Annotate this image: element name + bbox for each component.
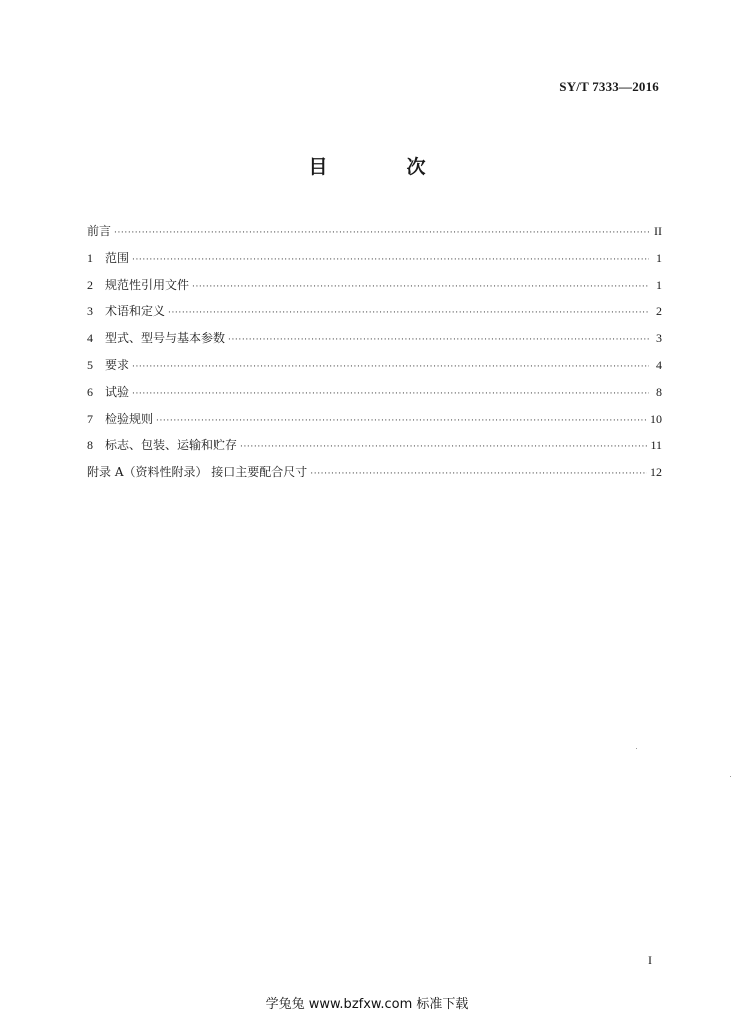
toc-entry-text: 范围 xyxy=(105,250,130,265)
toc-entry-3[interactable] xyxy=(87,298,662,325)
toc-entry-page: 2 xyxy=(656,304,662,319)
toc-entry-text: 标志、包装、运输和贮存 xyxy=(105,438,238,453)
toc-leader-dots xyxy=(156,408,647,435)
toc-entry-page: 4 xyxy=(656,357,662,372)
toc-entry-2[interactable] xyxy=(87,272,662,299)
toc-leader-dots xyxy=(114,220,649,247)
toc-entry-page: 11 xyxy=(650,438,662,453)
toc-entry-text: 型式、型号与基本参数 xyxy=(105,331,226,346)
scan-speck xyxy=(730,776,731,777)
toc-entry-page: 1 xyxy=(656,250,662,265)
toc-entry-page: II xyxy=(654,224,662,238)
toc-entry-number: 8 xyxy=(87,438,93,453)
toc-entry-foreword[interactable] xyxy=(87,218,662,245)
toc-entry-8[interactable] xyxy=(87,432,662,459)
toc-entry-number: 1 xyxy=(87,250,93,265)
toc-entry-page: 8 xyxy=(656,384,662,399)
toc-entry-number: 3 xyxy=(87,304,93,319)
toc-leader-dots xyxy=(132,381,649,408)
toc-entry-text: 要求 xyxy=(105,357,130,372)
toc-entry-page: 12 xyxy=(650,465,662,480)
toc-entry-6[interactable] xyxy=(87,379,662,406)
toc-leader-dots xyxy=(168,300,649,327)
toc-leader-dots xyxy=(132,247,649,274)
toc-entry-text: 试验 xyxy=(105,384,130,399)
toc-leader-dots xyxy=(192,274,649,301)
toc-entry-number: 6 xyxy=(87,384,93,399)
toc-entry-number: 5 xyxy=(87,357,93,372)
toc-entry-7[interactable] xyxy=(87,406,662,433)
toc-entry-text: 术语和定义 xyxy=(105,304,166,319)
toc-entry-text: 规范性引用文件 xyxy=(105,277,190,292)
toc-entry-5[interactable] xyxy=(87,352,662,379)
toc-entry-number: 4 xyxy=(87,331,93,346)
page-title: 目 次 xyxy=(308,156,456,178)
toc-entry-text: 前言 xyxy=(87,224,112,238)
toc-leader-dots xyxy=(310,461,647,488)
toc-leader-dots xyxy=(240,434,647,461)
watermark-text: 学兔兔 www.bzfxw.com 标准下载 xyxy=(265,997,469,1012)
toc-entry-number: 7 xyxy=(87,411,93,426)
toc-entry-appendix-a[interactable] xyxy=(87,459,662,486)
toc-entry-page: 3 xyxy=(656,331,662,346)
toc-entry-page: 1 xyxy=(656,277,662,292)
toc-leader-dots xyxy=(132,354,649,381)
toc-entry-1[interactable] xyxy=(87,245,662,272)
scan-speck xyxy=(636,748,637,749)
standard-number: SY/T 7333—2016 xyxy=(559,79,659,94)
page-number: I xyxy=(648,953,652,967)
toc-entry-text: 检验规则 xyxy=(105,411,154,426)
toc-entry-text: 附录 A（资料性附录） 接口主要配合尺寸 xyxy=(87,465,308,480)
table-of-contents xyxy=(87,218,662,486)
toc-entry-4[interactable] xyxy=(87,325,662,352)
toc-entry-number: 2 xyxy=(87,277,93,292)
toc-leader-dots xyxy=(228,327,649,354)
toc-entry-page: 10 xyxy=(650,411,662,426)
